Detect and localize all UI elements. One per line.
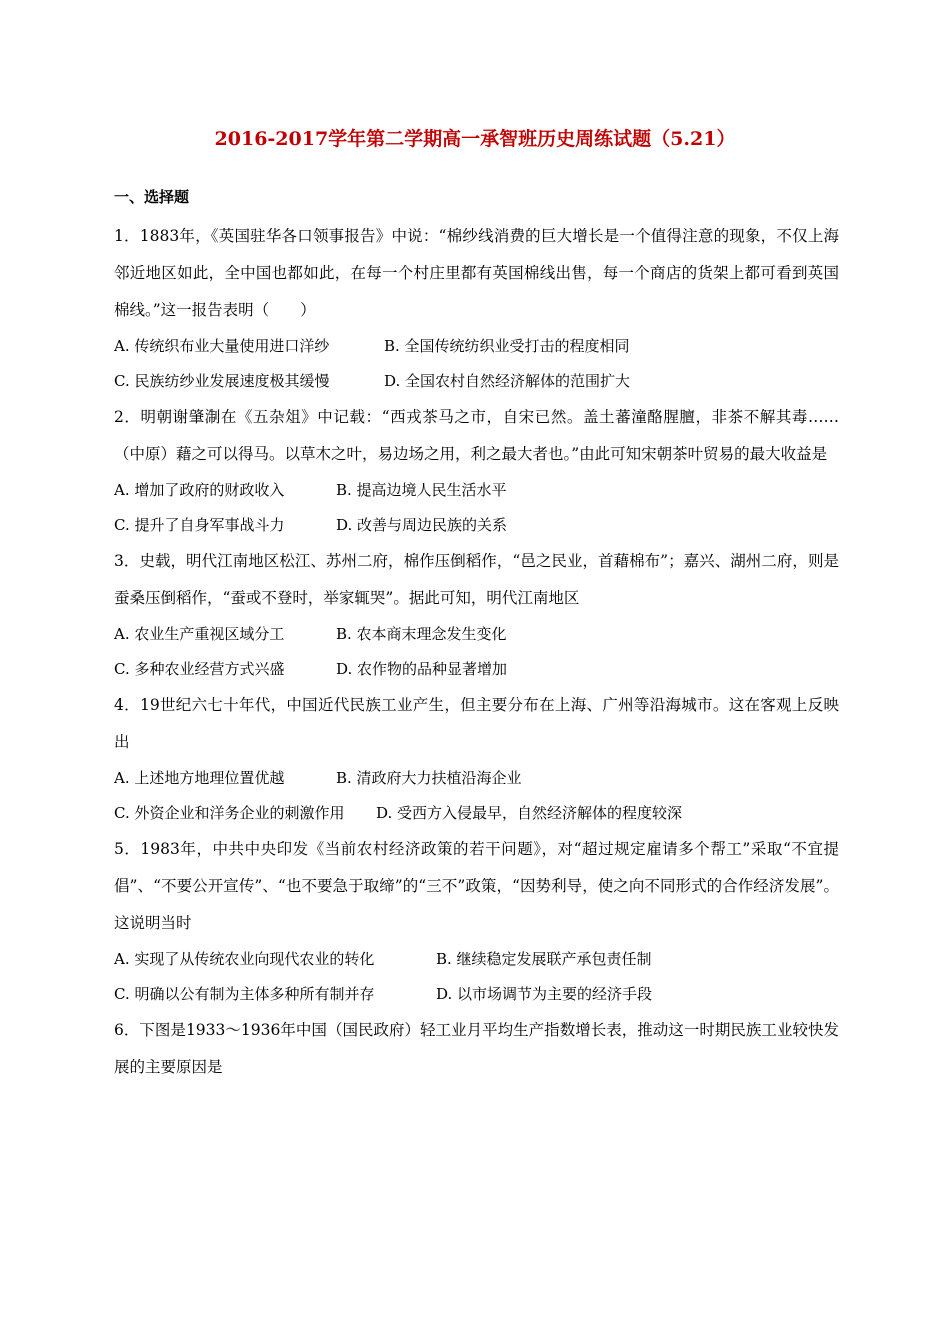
option-a[interactable]: A. 上述地方地理位置优越 [114,769,285,787]
question-5 [114,831,839,1012]
question-stem: 3．史载，明代江南地区松江、苏州二府，棉作压倒稻作，“邑之民业，首藉棉布”；嘉兴、湖州二府，则是蚕桑压倒稻作，“蚕或不登时，举家辄哭”。据此可知，明代江南地区 [114,552,839,607]
question-stem: 1．1883年，《英国驻华各口领事报告》中说：“棉纱线消费的巨大增长是一个值得注意的现象，不仅上海邻近地区如此，全中国也都如此，在每一个村庄里都有英国棉线出售，每一个商店的货架上都可看到英国棉线。”这一报告表明（ ） [114,227,839,319]
question-3 [114,543,839,687]
options-row [114,652,839,687]
question-stem: 6．下图是1933～1936年中国（国民政府）轻工业月平均生产指数增长表，推动这一时期民族工业较快发展的主要原因是 [114,1021,839,1076]
option-d[interactable]: D. 全国农村自然经济解体的范围扩大 [384,372,631,390]
question-6 [114,1012,839,1086]
question-1 [114,218,839,399]
options-row [114,761,839,796]
option-c[interactable]: C. 民族纺纱业发展速度极其缓慢 [114,372,330,390]
option-a[interactable]: A. 实现了从传统农业向现代农业的转化 [114,950,375,968]
questions-list [114,218,839,1086]
options-row [114,977,839,1012]
option-d[interactable]: D. 改善与周边民族的关系 [336,516,508,534]
options-row [114,796,839,831]
option-d[interactable]: D. 农作物的品种显著增加 [336,660,508,678]
option-a[interactable]: A. 农业生产重视区域分工 [114,625,285,643]
question-2 [114,399,839,543]
options-row [114,508,839,543]
option-a[interactable]: A. 增加了政府的财政收入 [114,481,285,499]
option-d[interactable]: D. 受西方入侵最早，自然经济解体的程度较深 [376,804,683,822]
section-heading: 一、选择题 [114,188,190,206]
options-row [114,364,839,399]
question-stem: 4．19世纪六七十年代，中国近代民族工业产生，但主要分布在上海、广州等沿海城市。这在客观上反映出 [114,696,839,751]
option-b[interactable]: B. 清政府大力扶植沿海企业 [336,769,522,787]
options-row [114,617,839,652]
question-4 [114,687,839,831]
question-stem: 2．明朝谢肇淛在《五杂俎》中记载：“西戎茶马之市，自宋已然。盖土蕃潼酪腥膻，非茶不解其毒……（中原）藉之可以得马。以草木之叶，易边场之用，利之最大者也。”由此可知宋朝茶叶贸易的最大收益是 [114,408,839,463]
option-c[interactable]: C. 提升了自身军事战斗力 [114,516,285,534]
exam-title: 2016-2017学年第二学期高一承智班历史周练试题（5.21） [214,128,736,150]
option-b[interactable]: B. 继续稳定发展联产承包责任制 [436,950,652,968]
option-b[interactable]: B. 全国传统纺织业受打击的程度相同 [384,337,630,355]
option-b[interactable]: B. 提高边境人民生活水平 [336,481,507,499]
option-c[interactable]: C. 明确以公有制为主体多种所有制并存 [114,985,375,1003]
option-c[interactable]: C. 多种农业经营方式兴盛 [114,660,285,678]
options-row [114,329,839,364]
option-b[interactable]: B. 农本商末理念发生变化 [336,625,507,643]
options-row [114,942,839,977]
option-a[interactable]: A. 传统织布业大量使用进口洋纱 [114,337,330,355]
option-c[interactable]: C. 外资企业和洋务企业的刺激作用 [114,804,345,822]
options-row [114,473,839,508]
option-d[interactable]: D. 以市场调节为主要的经济手段 [436,985,653,1003]
question-stem: 5．1983年，中共中央印发《当前农村经济政策的若干问题》，对“超过规定雇请多个帮工”采取“不宜提倡”、“不要公开宣传”、“也不要急于取缔”的“三不”政策，“因势利导，使之向不同形式的合作经济发展”。这说明当时 [114,840,839,932]
